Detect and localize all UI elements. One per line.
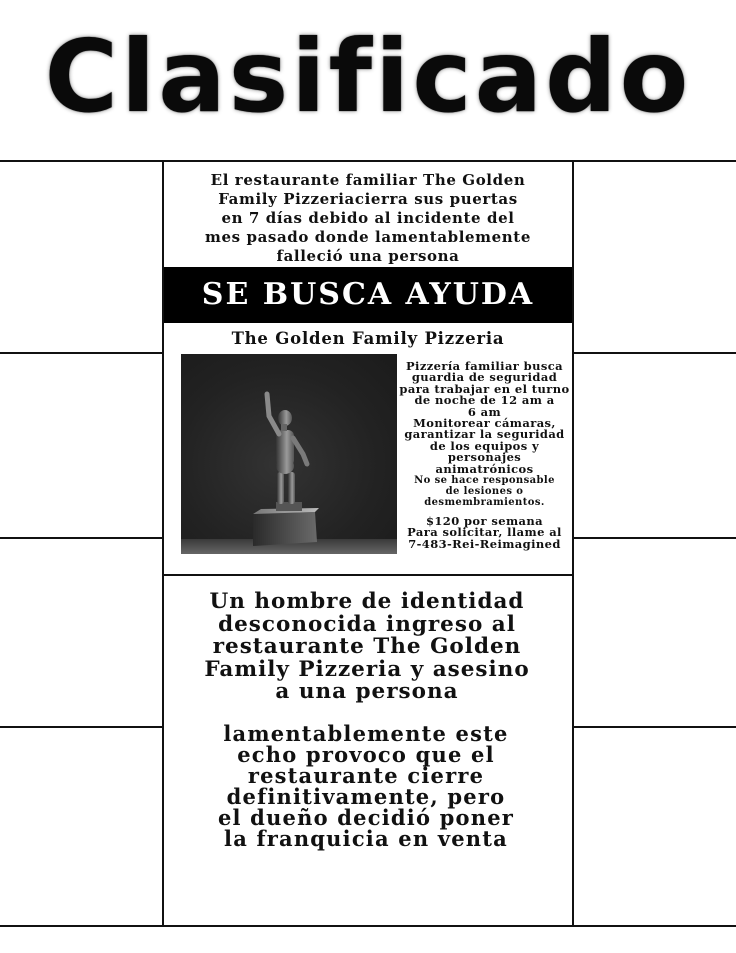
notice-line: Family Pizzeriacierra sus puertas (218, 190, 518, 208)
job-detail-line: Pizzería familiar busca (406, 359, 563, 373)
notice-line: falleció una persona (276, 247, 460, 265)
story-paragraph-1 (182, 591, 552, 704)
notice-line: en 7 días debido al incidente del (221, 209, 515, 227)
story-line: la franquicia en venta (224, 826, 508, 851)
right-panel-divider-1 (573, 352, 736, 354)
masthead-title: Clasificado (44, 18, 692, 135)
right-panel-divider-3 (573, 726, 736, 728)
story-line: definitivamente, pero (226, 784, 506, 809)
story-line: restaurante The Golden (212, 634, 522, 659)
help-wanted-banner: SE BUSCA AYUDA (164, 267, 572, 323)
company-name: The Golden Family Pizzeria (231, 329, 505, 348)
story-line: a una persona (275, 679, 459, 704)
story-line: lamentablemente este (223, 721, 509, 746)
story-line: desconocida ingreso al (218, 611, 516, 637)
story-line: Un hombre de identidad (209, 589, 525, 614)
disclaimer-line: desmembramientos. (424, 497, 545, 509)
job-detail-line: guardia de seguridad (411, 370, 558, 385)
job-detail-line: personajes (447, 450, 522, 465)
job-detail-line: de los equipos y (429, 438, 540, 453)
center-column (164, 161, 572, 926)
disclaimer-line: de lesiones o (445, 486, 524, 498)
job-detail-line: Monitorear cámaras, (413, 416, 556, 431)
job-detail-line: para trabajar en el turno (399, 381, 570, 396)
pay-rate: $120 por semana (425, 514, 543, 529)
right-panel-divider-2 (573, 537, 736, 539)
job-detail-line: garantizar la seguridad (404, 427, 565, 442)
story-line: echo provoco que el (237, 742, 495, 767)
story-line: restaurante cierre (247, 763, 485, 788)
job-detail-line: 6 am (467, 404, 502, 419)
apply-phone: 7-483-Rei-Reimagined (408, 536, 561, 551)
story-paragraph-2 (176, 723, 556, 849)
disclaimer-line: No se hace responsable (414, 475, 555, 487)
animatronic-figure-image (181, 354, 397, 554)
apply-line: Para solicitar, llame al (407, 525, 562, 540)
story-line: el dueño decidió poner (217, 805, 515, 830)
column-rule-right (572, 160, 574, 927)
story-line: Family Pizzeria y asesino (204, 656, 530, 682)
left-panel-divider-2 (0, 537, 163, 539)
job-detail-line: animatrónicos (435, 461, 534, 476)
job-detail-line: de noche de 12 am a (414, 393, 555, 408)
notice-line: El restaurante familiar The Golden (210, 171, 526, 189)
notice-line: mes pasado donde lamentablemente (205, 228, 531, 246)
left-panel-divider-1 (0, 352, 163, 354)
left-panel-divider-3 (0, 726, 163, 728)
closure-notice (164, 171, 572, 266)
job-details (397, 361, 572, 550)
